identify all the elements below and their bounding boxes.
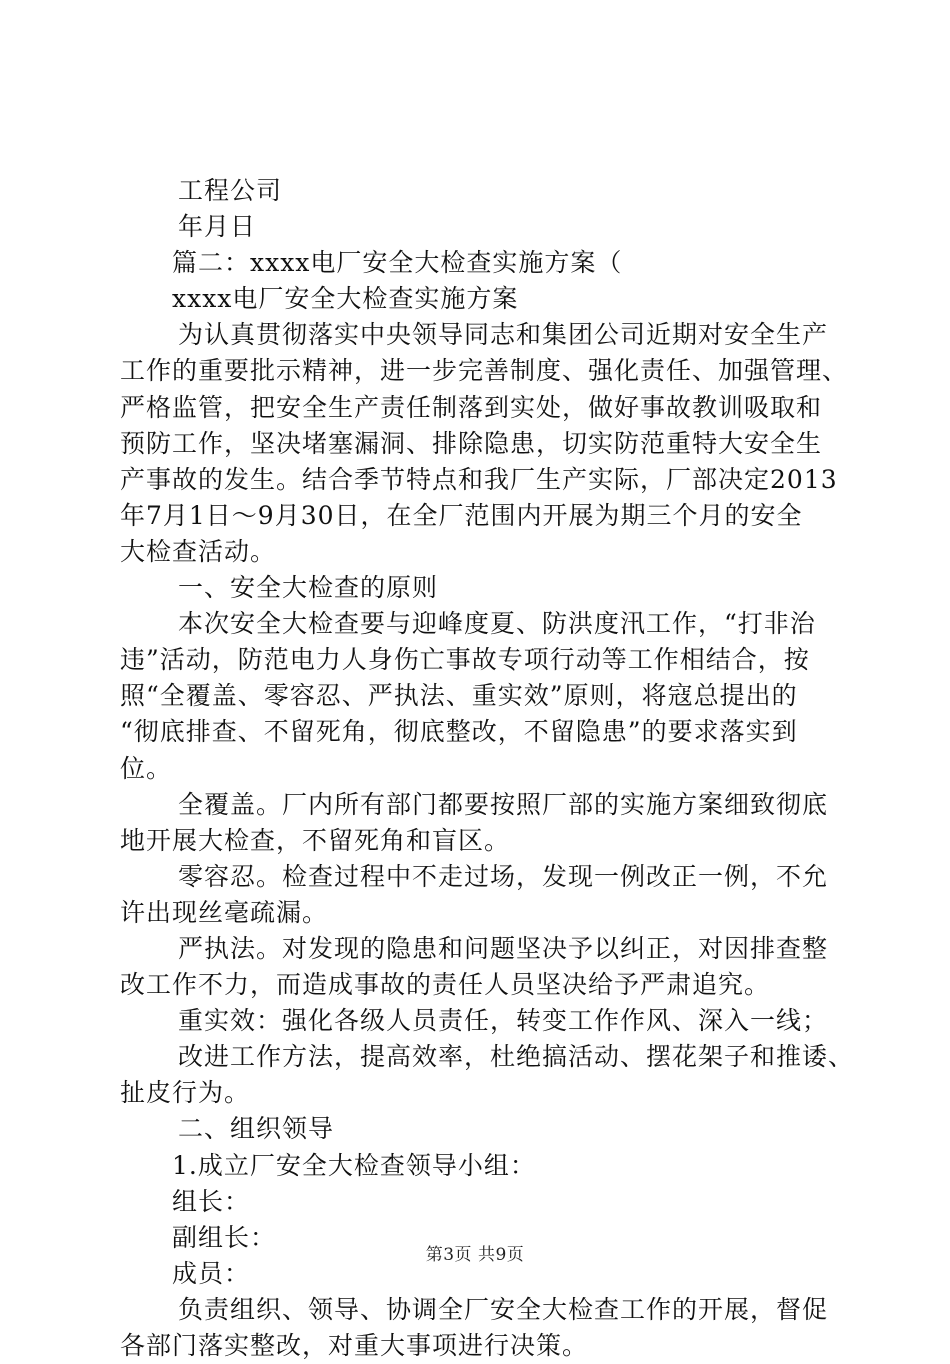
paragraph-line: 地开展大检查，不留死角和盲区。 <box>120 825 511 855</box>
paragraph-line: 扯皮行为。 <box>120 1078 251 1108</box>
paragraph-line: 位。 <box>120 753 173 783</box>
paragraph-line: 严格监管，把安全生产责任制落到实处，做好事故教训吸取和 <box>120 392 823 422</box>
paragraph-line: 产事故的发生。结合季节特点和我厂生产实际，厂部决定2013 <box>120 464 838 494</box>
paragraph-line: 违”活动，防范电力人身伤亡事故专项行动等工作相结合，按 <box>120 645 810 675</box>
heading-principles: 一、安全大检查的原则 <box>178 573 439 603</box>
paragraph-line: 照“全覆盖、零容忍、严执法、重实效”原则，将寇总提出的 <box>120 681 798 711</box>
list-item: 1.成立厂安全大检查领导小组： <box>172 1150 536 1180</box>
document-title: xxxx电厂安全大检查实施方案 <box>172 284 519 314</box>
document-body <box>120 173 855 1364</box>
paragraph-line: 改工作不力，而造成事故的责任人员坚决给予严肃追究。 <box>120 970 771 1000</box>
date-line: 年月日 <box>178 212 257 242</box>
page-footer: 第3页 共9页 <box>425 1245 525 1265</box>
paragraph-line: 许出现丝毫疏漏。 <box>120 897 329 927</box>
paragraph-line: 零容忍。检查过程中不走过场，发现一例改正一例，不允 <box>178 861 829 891</box>
paragraph-line: 工作的重要批示精神，进一步完善制度、强化责任、加强管理、 <box>120 356 849 386</box>
list-item: 组长： <box>172 1186 251 1216</box>
paragraph-line: 大检查活动。 <box>120 536 277 566</box>
list-item: 成员： <box>172 1258 251 1288</box>
paragraph-line: 预防工作，坚决堵塞漏洞、排除隐患，切实防范重特大安全生 <box>120 428 823 458</box>
list-item: 副组长： <box>172 1222 277 1252</box>
paragraph-line: 各部门落实整改，对重大事项进行决策。 <box>120 1331 589 1360</box>
paragraph-line: 全覆盖。厂内所有部门都要按照厂部的实施方案细致彻底 <box>178 789 829 819</box>
heading-organization: 二、组织领导 <box>178 1114 335 1144</box>
paragraph-line: 本次安全大检查要与迎峰度夏、防洪度汛工作，“打非治 <box>178 609 816 639</box>
paragraph-line: 改进工作方法，提高效率，杜绝搞活动、摆花架子和推诿、 <box>178 1042 855 1072</box>
paragraph-line: 严执法。对发现的隐患和问题坚决予以纠正，对因排查整 <box>178 933 829 963</box>
paragraph-line: “彻底排查、不留死角，彻底整改，不留隐患”的要求落实到 <box>120 717 798 747</box>
section-title: 篇二：xxxx电厂安全大检查实施方案（ <box>172 248 623 278</box>
paragraph-line: 负责组织、领导、协调全厂安全大检查工作的开展，督促 <box>178 1294 829 1324</box>
paragraph-line: 为认真贯彻落实中央领导同志和集团公司近期对安全生产 <box>178 320 829 350</box>
paragraph-line: 年7月1日～9月30日，在全厂范围内开展为期三个月的安全 <box>120 500 803 530</box>
paragraph-line: 重实效：强化各级人员责任，转变工作作风、深入一线； <box>178 1006 829 1036</box>
org-name-line: 工程公司 <box>178 176 283 205</box>
